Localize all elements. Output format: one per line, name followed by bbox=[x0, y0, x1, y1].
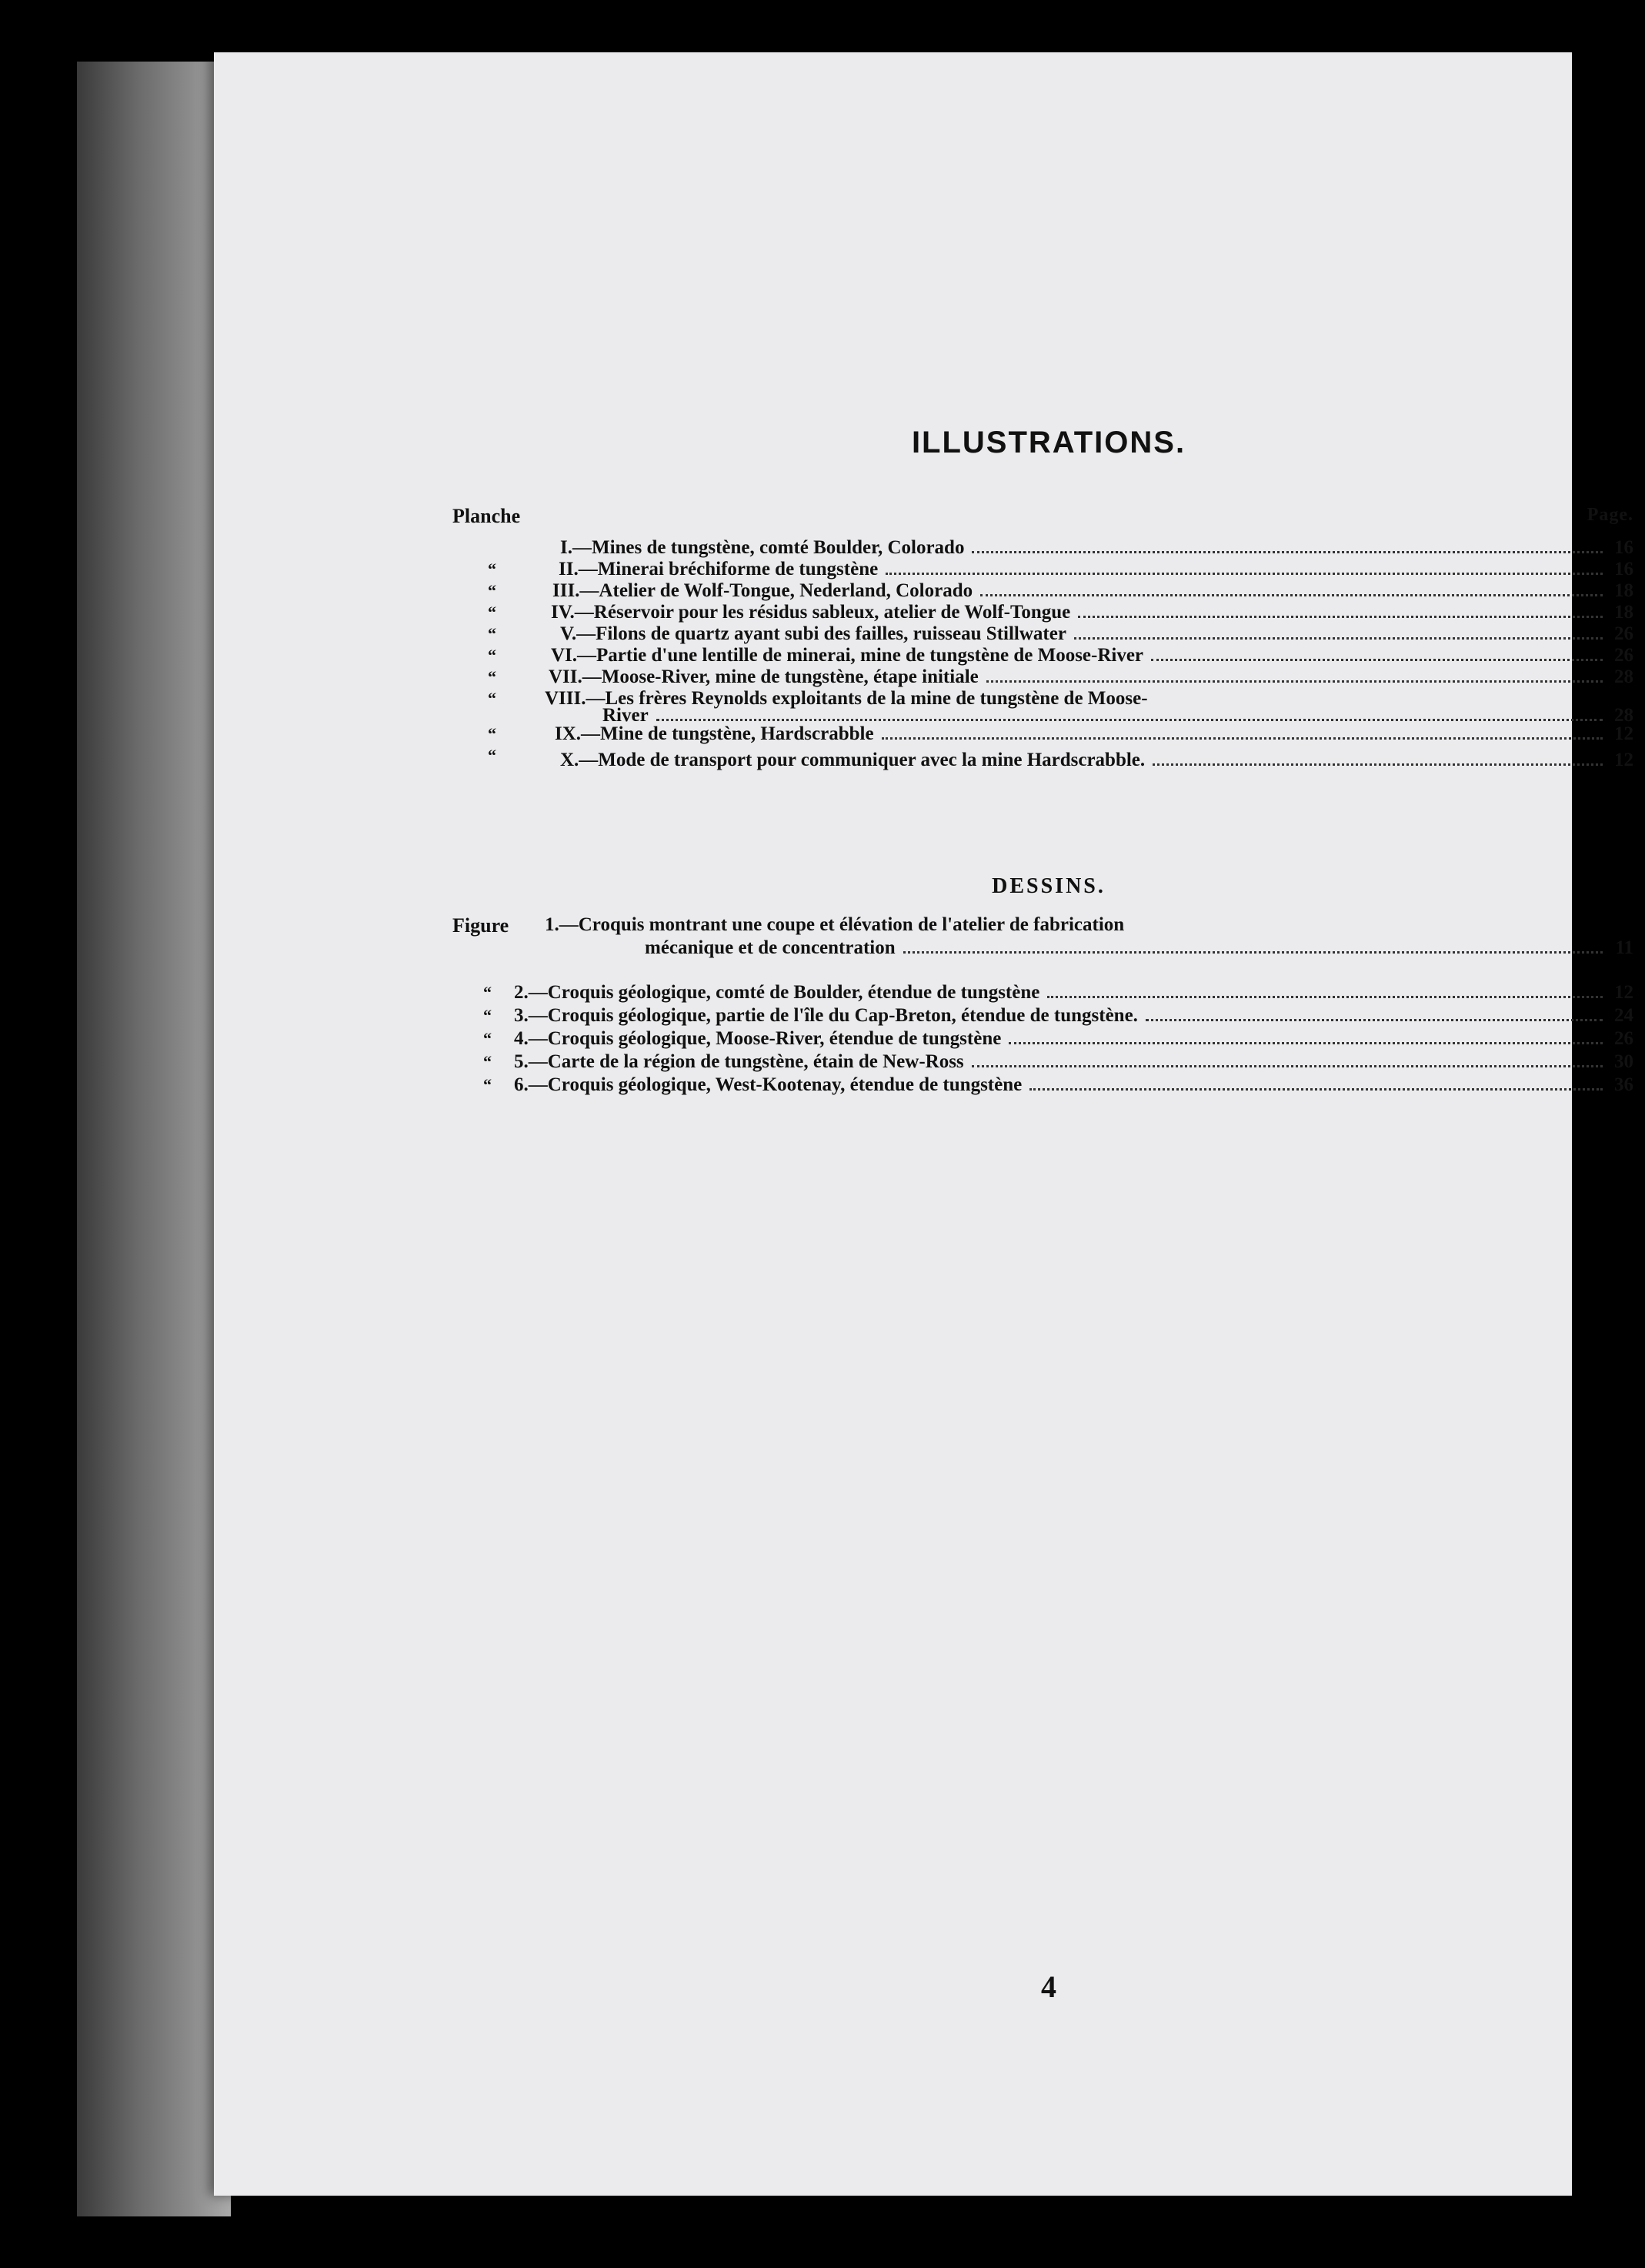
page-number: 4 bbox=[1041, 1969, 1056, 2004]
plate-title: IV.—Réservoir pour les résidus sableux, atelier de Wolf-Tongue bbox=[551, 602, 1071, 623]
figure-page: 12 bbox=[1614, 982, 1633, 1003]
ditto-mark: “ bbox=[488, 689, 496, 708]
figure-title-continuation: mécanique et de concentration bbox=[645, 937, 896, 958]
plate-row bbox=[452, 688, 1645, 726]
plates-list bbox=[452, 537, 1645, 770]
plate-row bbox=[452, 559, 1645, 580]
figure-row bbox=[452, 982, 1645, 1004]
plate-title: III.—Atelier de Wolf-Tongue, Nederland, Colorado bbox=[552, 580, 973, 601]
dot-leader bbox=[1009, 1042, 1603, 1044]
ditto-mark: “ bbox=[483, 983, 492, 1002]
page-column-label: Page. bbox=[1587, 505, 1633, 525]
figure-row bbox=[452, 1028, 1645, 1050]
ditto-mark: “ bbox=[488, 646, 496, 665]
figure-label: Figure bbox=[452, 914, 509, 937]
ditto-mark: “ bbox=[488, 724, 496, 743]
scan-margin bbox=[77, 62, 231, 2216]
drawings-heading: DESSINS. bbox=[992, 874, 1106, 898]
figure-title: 4.—Croquis géologique, Moose-River, étendue de tungstène bbox=[514, 1028, 1002, 1049]
plate-row bbox=[452, 723, 1645, 745]
figure-row bbox=[452, 1005, 1645, 1027]
plate-page: 18 bbox=[1614, 580, 1633, 601]
dot-leader bbox=[1146, 1019, 1603, 1021]
ditto-mark: “ bbox=[488, 603, 496, 622]
ditto-mark: “ bbox=[483, 1029, 492, 1048]
figure-page: 24 bbox=[1614, 1005, 1633, 1026]
ditto-mark: “ bbox=[483, 1006, 492, 1025]
plate-row bbox=[452, 666, 1645, 688]
plate-title-continuation: River bbox=[602, 705, 649, 726]
plate-title: X.—Mode de transport pour communiquer avec la mine Hardscrabble. bbox=[560, 750, 1146, 770]
dot-leader bbox=[1153, 763, 1603, 766]
plate-title: VIII.—Les frères Reynolds exploitants de la mine de tungstène de Moose- bbox=[545, 688, 1148, 709]
plate-title: VI.—Partie d'une lentille de minerai, mine de tungstène de Moose-River bbox=[551, 645, 1144, 666]
dot-leader bbox=[1078, 616, 1603, 618]
figure-row bbox=[452, 914, 1645, 960]
figure-page: 30 bbox=[1614, 1051, 1633, 1072]
figure-title: 5.—Carte de la région de tungstène, étain de New-Ross bbox=[514, 1051, 964, 1072]
figure-title: 1.—Croquis montrant une coupe et élévation de l'atelier de fabrication bbox=[545, 914, 1125, 935]
dot-leader bbox=[986, 680, 1603, 683]
ditto-mark: “ bbox=[488, 746, 496, 765]
plate-page: 26 bbox=[1614, 645, 1633, 666]
plate-row bbox=[452, 580, 1645, 602]
plate-title: V.—Filons de quartz ayant subi des failles, ruisseau Stillwater bbox=[560, 623, 1066, 644]
plate-page: 12 bbox=[1614, 723, 1633, 744]
page-sheet bbox=[214, 52, 1633, 2196]
dot-leader bbox=[1074, 637, 1603, 640]
ditto-mark: “ bbox=[483, 1052, 492, 1071]
ditto-mark: “ bbox=[488, 667, 496, 686]
ditto-mark: “ bbox=[488, 581, 496, 600]
figure-row bbox=[452, 1051, 1645, 1073]
plate-row bbox=[452, 602, 1645, 623]
ditto-mark: “ bbox=[488, 559, 496, 579]
figure-title: 6.—Croquis géologique, West-Kootenay, étendue de tungstène bbox=[514, 1074, 1023, 1095]
dot-leader bbox=[972, 551, 1603, 553]
plate-page: 16 bbox=[1614, 537, 1633, 558]
dot-leader bbox=[1029, 1088, 1603, 1091]
plate-page: 16 bbox=[1614, 559, 1633, 580]
plate-title: IX.—Mine de tungstène, Hardscrabble bbox=[555, 723, 874, 744]
dot-leader bbox=[1151, 659, 1603, 661]
figure-title: 3.—Croquis géologique, partie de l'île du Cap-Breton, étendue de tungstène. bbox=[514, 1005, 1138, 1026]
ditto-mark: “ bbox=[488, 624, 496, 643]
plate-row bbox=[452, 537, 1645, 559]
plate-page: 18 bbox=[1614, 602, 1633, 623]
plate-page: 28 bbox=[1614, 666, 1633, 687]
figure-title: 2.—Croquis géologique, comté de Boulder, étendue de tungstène bbox=[514, 982, 1040, 1003]
plate-page: 28 bbox=[1614, 705, 1633, 726]
dot-leader bbox=[656, 719, 1603, 721]
plate-title: VII.—Moose-River, mine de tungstène, étape initiale bbox=[549, 666, 979, 687]
page-title: ILLUSTRATIONS. bbox=[911, 426, 1186, 459]
ditto-mark: “ bbox=[483, 1075, 492, 1094]
plate-title: II.—Minerai bréchiforme de tungstène bbox=[559, 559, 879, 580]
dot-leader bbox=[1047, 996, 1603, 998]
figure-row bbox=[452, 1074, 1645, 1096]
plate-title: I.—Mines de tungstène, comté Boulder, Colorado bbox=[560, 537, 965, 558]
figure-page: 26 bbox=[1614, 1028, 1633, 1049]
dot-leader bbox=[903, 951, 1603, 954]
plate-row bbox=[452, 623, 1645, 645]
dot-leader bbox=[980, 594, 1603, 596]
dot-leader bbox=[972, 1065, 1603, 1067]
plate-page: 26 bbox=[1614, 623, 1633, 644]
plate-row bbox=[452, 645, 1645, 666]
figure-page: 36 bbox=[1614, 1074, 1633, 1095]
plates-column-label: Planche bbox=[452, 505, 521, 527]
figure-page: 11 bbox=[1615, 937, 1633, 958]
plate-row bbox=[452, 745, 1645, 770]
plate-page: 12 bbox=[1614, 750, 1633, 770]
dot-leader bbox=[886, 573, 1603, 575]
dot-leader bbox=[882, 737, 1603, 740]
